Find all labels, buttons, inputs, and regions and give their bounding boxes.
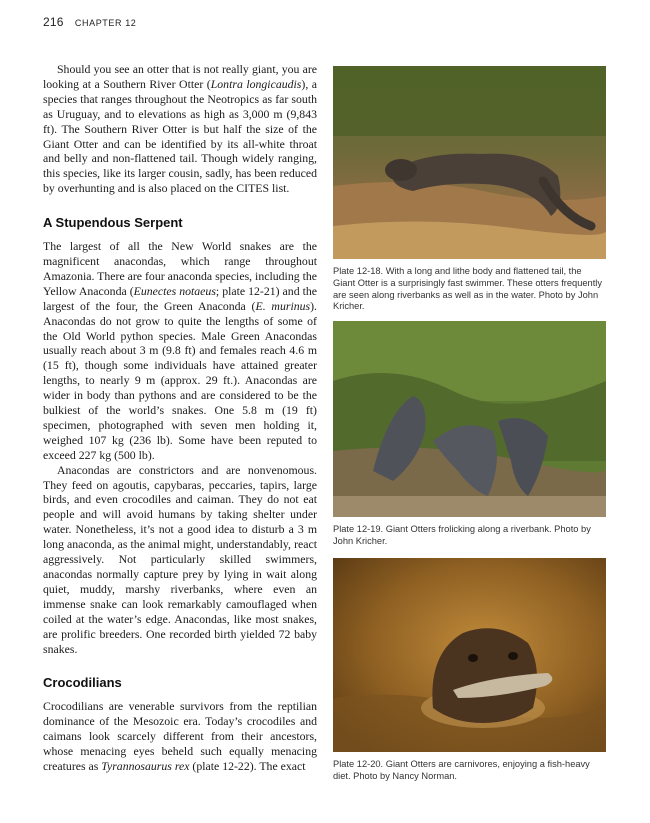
photo-otter-on-bank — [333, 66, 606, 259]
photo-otter-eating-fish — [333, 558, 606, 752]
caption-plate-12-18: Plate 12-18. With a long and lithe body and flattened tail, the Giant Otter is a surprisingly fast swimmer. These otters frequently are seen along riverbanks as well as in the water. Photo by John Kricher. — [333, 266, 603, 312]
photo-otters-frolicking — [333, 321, 606, 517]
caption-plate-12-19: Plate 12-19. Giant Otters frolicking along a riverbank. Photo by John Kricher. — [333, 524, 591, 546]
running-header — [43, 15, 136, 29]
paragraph-anacondas-behavior: Anacondas are constrictors and are nonvenomous. They feed on agoutis, capybaras, peccaries, tapirs, large birds, and even crocodiles and caiman. They do not eat people and will avoid humans by taking shelter under water. Nonetheless, it’s not a good idea to disturb a 3 m long anaconda, as the animal might, understandably, react aggressively. Not particularly skilled swimmers, anacondas normally capture prey by lying in wait along quiet, muddy, marshy riverbanks, where even an immense snake can look remarkably camouflaged when coiled at the water’s edge. Anacondas, like most snakes, are prolific breeders. One recorded birth yielded 72 baby snakes. — [43, 462, 317, 656]
heading-crocodilians: Crocodilians — [43, 675, 122, 691]
figure-plate-12-18 — [333, 66, 606, 313]
paragraph-anacondas-size: The largest of all the New World snakes are the magnificent anacondas, which range throughout Amazonia. There are four anaconda species, including the Yellow Anaconda (Eunectes notaeus; plate 12-21) and the largest of the four, the Green Anaconda (E. murinus). Anacondas do not grow to quite the lengths of some of the Old World python species. Male Green Anacondas usually reach about 3 m (9.8 ft) and females reach 4.6 m (15 ft), though some individuals have attained greater lengths, to nearly 9 m (approx. 29 ft.). Anacondas are wider in body than pythons and are considered to be the bulkiest of the world’s snakes. One 5.8 m (19 ft) specimen, photographed with seven men holding it, weighed 107 kg (236 lb). Some have been reputed to exceed 227 kg (500 lb). — [43, 239, 317, 462]
main-text-column — [43, 62, 317, 774]
paragraph-crocodilians: Crocodilians are venerable survivors from the reptilian dominance of the Mesozoic era. Today’s crocodiles and caimans look scarcely different from their ancestors, whose menacing eyes beheld such equally menacing creatures as Tyrannosaurus rex (plate 12-22). The exact — [43, 699, 317, 773]
chapter-label: CHAPTER 12 — [74, 18, 137, 28]
caption-plate-12-20: Plate 12-20. Giant Otters are carnivores, enjoying a fish-heavy diet. Photo by Nancy Norman. — [333, 759, 590, 781]
page-number: 216 — [43, 15, 64, 29]
figure-plate-12-19 — [333, 321, 606, 548]
figure-plate-12-20 — [333, 558, 606, 783]
heading-stupendous-serpent: A Stupendous Serpent — [43, 215, 183, 231]
paragraph-southern-river-otter: Should you see an otter that is not really giant, you are looking at a Southern River Otter (Lontra longicaudis), a species that ranges throughout the Neotropics as far south as Uruguay, and to elevations as high as 3,000 m (9,843 ft). The Southern River Otter is but half the size of the Giant Otter and can be identified by its all-white throat and belly and non-flattened tail. Though widely ranging, this species, like its larger cousin, sadly, has been reduced by overhunting and is also placed on the CITES list. — [43, 62, 317, 196]
